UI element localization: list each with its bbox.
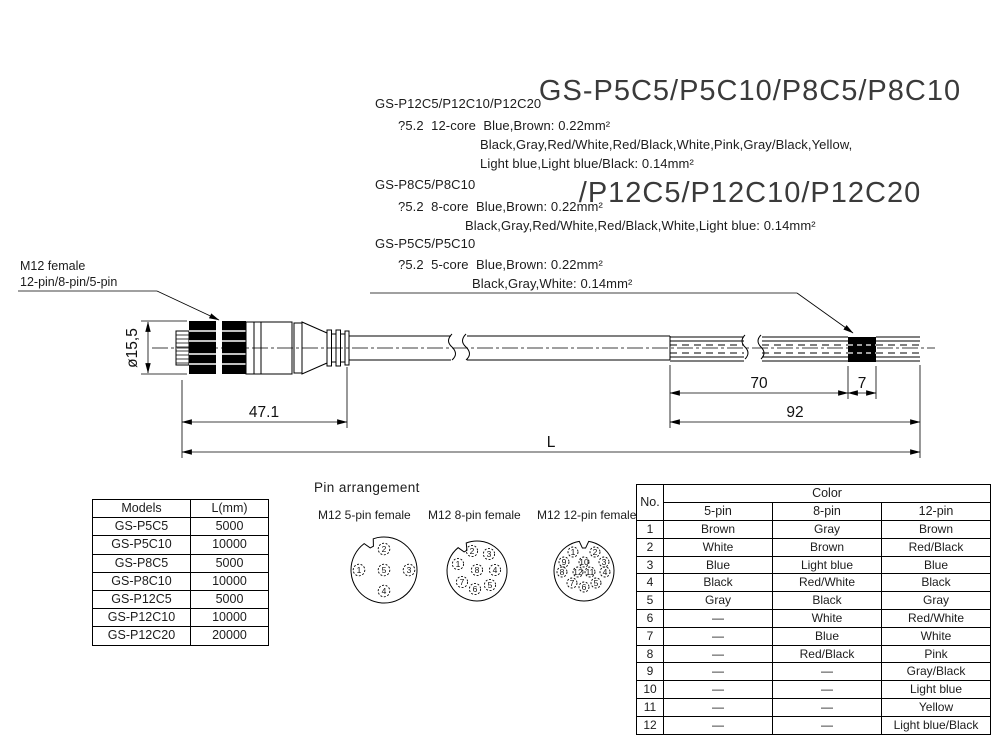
title-line-2: /P12C5/P12C10/P12C20 — [578, 177, 922, 209]
pin-number: 7 — [569, 578, 575, 588]
table-cell: — — [664, 645, 773, 663]
table-cell: 10 — [637, 681, 664, 699]
table-row — [93, 572, 269, 590]
spec-leader-arrow — [797, 293, 853, 333]
dim-value-L: L — [546, 434, 556, 451]
pin-number: 5 — [593, 578, 599, 588]
pin-number: 1 — [356, 565, 362, 575]
spec-core-8c: ?5.2 8-core Blue,Brown: 0.22mm² — [398, 199, 603, 214]
table-cell: White — [773, 609, 882, 627]
table-row — [637, 663, 991, 681]
pin-label-8pin: M12 8-pin female — [428, 508, 521, 522]
table-cell: Blue — [664, 556, 773, 574]
table-row — [637, 698, 991, 716]
table-cell: 4 — [637, 574, 664, 592]
table-cell: 5000 — [191, 518, 269, 536]
table-cell: GS-P12C5 — [93, 591, 191, 609]
title-line-1: GS-P5C5/P5C10/P8C5/P8C10 — [538, 75, 962, 107]
table-cell: 5 — [637, 592, 664, 610]
pin-number: 2 — [381, 544, 387, 554]
color-table-body — [637, 521, 991, 735]
dim-value-47: 47.1 — [248, 404, 280, 421]
table-cell: 3 — [637, 556, 664, 574]
models-header: Models — [93, 500, 191, 518]
m12-connector-drawing — [176, 321, 349, 374]
spec-model-5c: GS-P5C5/P5C10 — [375, 236, 476, 251]
table-cell: Red/White — [882, 609, 991, 627]
table-row — [93, 554, 269, 572]
table-cell: — — [664, 716, 773, 734]
table-cell: GS-P5C10 — [93, 536, 191, 554]
pin-number: 4 — [492, 565, 498, 575]
length-header: L(mm) — [191, 500, 269, 518]
color-table — [636, 484, 991, 735]
table-cell: — — [773, 663, 882, 681]
table-cell: Black — [773, 592, 882, 610]
pin-number: 7 — [459, 577, 465, 587]
spec-model-12c: GS-P12C5/P12C10/P12C20 — [375, 96, 542, 111]
pin-number: 8 — [474, 565, 480, 575]
pin-number: 10 — [579, 557, 589, 567]
table-cell: Light blue — [882, 681, 991, 699]
pin-number: 6 — [581, 582, 587, 592]
table-row — [93, 536, 269, 554]
table-row — [93, 609, 269, 627]
wire-marked-section — [848, 337, 876, 362]
table-cell: 12 — [637, 716, 664, 734]
table-cell: 1 — [637, 521, 664, 539]
table-cell: 5000 — [191, 591, 269, 609]
table-row — [93, 518, 269, 536]
table-cell: GS-P8C5 — [93, 554, 191, 572]
table-cell: — — [773, 716, 882, 734]
col-header-8pin: 8-pin — [773, 503, 882, 521]
table-cell: Gray — [773, 521, 882, 539]
table-cell: Brown — [664, 521, 773, 539]
table-row — [637, 538, 991, 556]
table-row — [637, 627, 991, 645]
table-cell: GS-P8C10 — [93, 572, 191, 590]
table-cell: 2 — [637, 538, 664, 556]
pin-label-5pin: M12 5-pin female — [318, 508, 411, 522]
knurl-ring-left — [189, 321, 216, 374]
table-cell: 9 — [637, 663, 664, 681]
no-header: No. — [637, 485, 664, 521]
table-row — [637, 609, 991, 627]
table-cell: Light blue — [773, 556, 882, 574]
table-row — [637, 521, 991, 539]
table-cell: 8 — [637, 645, 664, 663]
table-cell: Blue — [773, 627, 882, 645]
spec-detail-8c-1: Black,Gray,Red/White,Red/Black,White,Light blue: 0.14mm² — [465, 218, 816, 233]
table-row — [637, 574, 991, 592]
table-cell: 10000 — [191, 572, 269, 590]
pin-number: 3 — [486, 549, 492, 559]
table-cell: — — [664, 698, 773, 716]
pin-number: 5 — [487, 580, 493, 590]
pin-number: 8 — [559, 567, 565, 577]
table-cell: Gray/Black — [882, 663, 991, 681]
table-cell: Light blue/Black — [882, 716, 991, 734]
pin-number: 5 — [381, 565, 387, 575]
dim-value-70: 70 — [750, 375, 768, 392]
table-cell: 10000 — [191, 609, 269, 627]
table-cell: Red/White — [773, 574, 882, 592]
pin-label-12pin: M12 12-pin female — [537, 508, 637, 522]
table-cell: White — [664, 538, 773, 556]
table-cell: — — [773, 698, 882, 716]
table-cell: 11 — [637, 698, 664, 716]
table-row — [637, 645, 991, 663]
table-cell: — — [664, 663, 773, 681]
pin-number: 3 — [601, 557, 607, 567]
table-cell: Gray — [882, 592, 991, 610]
table-cell: 5000 — [191, 554, 269, 572]
col-header-12pin: 12-pin — [882, 503, 991, 521]
pin-number: 1 — [455, 559, 461, 569]
models-table — [92, 499, 269, 646]
table-row — [637, 716, 991, 734]
table-cell: 7 — [637, 627, 664, 645]
table-cell: GS-P12C10 — [93, 609, 191, 627]
pin-arrangement-diagrams — [351, 537, 614, 603]
table-row — [93, 591, 269, 609]
table-row — [637, 592, 991, 610]
table-cell: 10000 — [191, 536, 269, 554]
table-cell: — — [664, 681, 773, 699]
cable-jacket-drawing — [349, 334, 670, 360]
table-row — [637, 681, 991, 699]
table-cell: Gray — [664, 592, 773, 610]
table-cell: — — [664, 609, 773, 627]
table-row — [93, 627, 269, 645]
pin-number: 6 — [472, 584, 478, 594]
pin-arrangement-title: Pin arrangement — [314, 480, 420, 495]
connector-label-line-2: 12-pin/8-pin/5-pin — [20, 275, 118, 289]
table-row — [637, 556, 991, 574]
pin-number: 3 — [406, 565, 412, 575]
dim-value-92: 92 — [786, 404, 804, 421]
pin-number: 2 — [469, 546, 475, 556]
spec-core-12c: ?5.2 12-core Blue,Brown: 0.22mm² — [398, 118, 611, 133]
table-cell: — — [773, 681, 882, 699]
spec-core-5c: ?5.2 5-core Blue,Brown: 0.22mm² — [398, 257, 603, 272]
table-cell: Pink — [882, 645, 991, 663]
dim-value-7: 7 — [857, 375, 867, 392]
table-cell: Red/Black — [773, 645, 882, 663]
table-cell: Brown — [882, 521, 991, 539]
table-cell: GS-P5C5 — [93, 518, 191, 536]
table-cell: Yellow — [882, 698, 991, 716]
pin-number: 11 — [585, 567, 595, 577]
table-cell: White — [882, 627, 991, 645]
table-cell: 6 — [637, 609, 664, 627]
table-cell: Blue — [882, 556, 991, 574]
table-cell: GS-P12C20 — [93, 627, 191, 645]
wire-bundle-drawing — [670, 335, 920, 362]
knurl-ring-right — [222, 321, 246, 374]
table-cell: Black — [664, 574, 773, 592]
table-cell: Red/Black — [882, 538, 991, 556]
table-cell: Brown — [773, 538, 882, 556]
table-cell: — — [664, 627, 773, 645]
dimension-diameter — [124, 321, 187, 374]
spec-model-8c: GS-P8C5/P8C10 — [375, 177, 476, 192]
pin-number: 9 — [561, 557, 567, 567]
spec-detail-12c-2: Light blue,Light blue/Black: 0.14mm² — [480, 156, 694, 171]
models-table-body — [93, 518, 269, 645]
table-cell: Black — [882, 574, 991, 592]
diameter-value: ø15,5 — [124, 328, 141, 368]
col-header-5pin: 5-pin — [664, 503, 773, 521]
spec-detail-12c-1: Black,Gray,Red/White,Red/Black,White,Pink,Gray/Black,Yellow, — [480, 137, 853, 152]
pin-number: 4 — [602, 567, 608, 577]
pin-number: 4 — [381, 586, 387, 596]
pin-number: 1 — [570, 547, 576, 557]
color-header: Color — [664, 485, 991, 503]
spec-detail-5c-1: Black,Gray,White: 0.14mm² — [472, 276, 633, 291]
pin-number: 2 — [592, 547, 598, 557]
connector-label-line-1: M12 female — [20, 259, 86, 273]
pin-number: 12 — [573, 567, 583, 577]
table-cell: 20000 — [191, 627, 269, 645]
connector-leader-arrow — [157, 291, 219, 320]
